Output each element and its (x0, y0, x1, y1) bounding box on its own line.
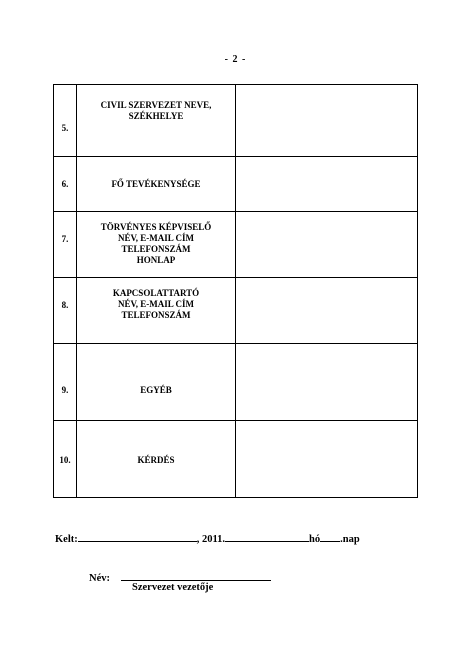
row-number: 9. (61, 385, 69, 395)
table-row (54, 278, 418, 344)
row-number: 8. (61, 300, 69, 310)
row-label-cell (77, 421, 236, 498)
day-blank[interactable] (320, 531, 340, 542)
year-text: , 2011. (196, 534, 226, 545)
row-label-line: NÉV, E-MAIL CÍM (117, 299, 195, 309)
table-row (54, 157, 418, 212)
row-label-line: KAPCSOLATTARTÓ (112, 288, 200, 298)
row-label-line: HONLAP (136, 255, 176, 265)
place-blank[interactable] (78, 531, 197, 542)
signature-caption: Szervezet vezetője (132, 582, 214, 593)
answer-field[interactable] (236, 157, 418, 212)
answer-field[interactable] (236, 344, 418, 421)
month-suffix: hó (309, 534, 321, 545)
row-label-line: TELEFONSZÁM (121, 310, 191, 320)
form-table (53, 84, 418, 498)
row-label-line: NÉV, E-MAIL CÍM (117, 233, 195, 243)
table-row (54, 85, 418, 157)
name-label: Név: (89, 573, 110, 584)
date-line (55, 531, 360, 545)
row-label-line: SZÉKHELYE (128, 111, 184, 121)
row-number-cell (54, 157, 77, 212)
row-label-cell (77, 344, 236, 421)
row-number-cell (54, 212, 77, 278)
day-suffix: .nap (340, 534, 360, 545)
row-label-cell (77, 278, 236, 344)
row-number: 10. (59, 455, 71, 465)
row-number-cell (54, 421, 77, 498)
row-number-cell (54, 344, 77, 421)
row-label-cell (77, 85, 236, 157)
row-number-cell (54, 278, 77, 344)
row-label-cell (77, 212, 236, 278)
answer-field[interactable] (236, 85, 418, 157)
row-number: 6. (61, 178, 69, 189)
page-number: - 2 - (224, 54, 247, 65)
row-number: 5. (61, 123, 69, 133)
row-label-line: FŐ TEVÉKENYSÉGE (111, 178, 201, 189)
row-number: 7. (61, 234, 69, 244)
table-row (54, 212, 418, 278)
row-label-line: EGYÉB (140, 385, 172, 395)
row-number-cell (54, 85, 77, 157)
row-label-line: TELEFONSZÁM (121, 244, 191, 254)
row-label-cell (77, 157, 236, 212)
row-label-line: KÉRDÉS (137, 455, 175, 465)
place-label: Kelt: (55, 534, 78, 545)
table-row (54, 344, 418, 421)
answer-field[interactable] (236, 278, 418, 344)
row-label-line: CIVIL SZERVEZET NEVE, (100, 100, 212, 110)
answer-field[interactable] (236, 421, 418, 498)
month-blank[interactable] (225, 531, 309, 542)
table-row (54, 421, 418, 498)
answer-field[interactable] (236, 212, 418, 278)
row-label-line: TÖRVÉNYES KÉPVISELŐ (100, 222, 212, 232)
signature-blank[interactable] (121, 570, 271, 581)
